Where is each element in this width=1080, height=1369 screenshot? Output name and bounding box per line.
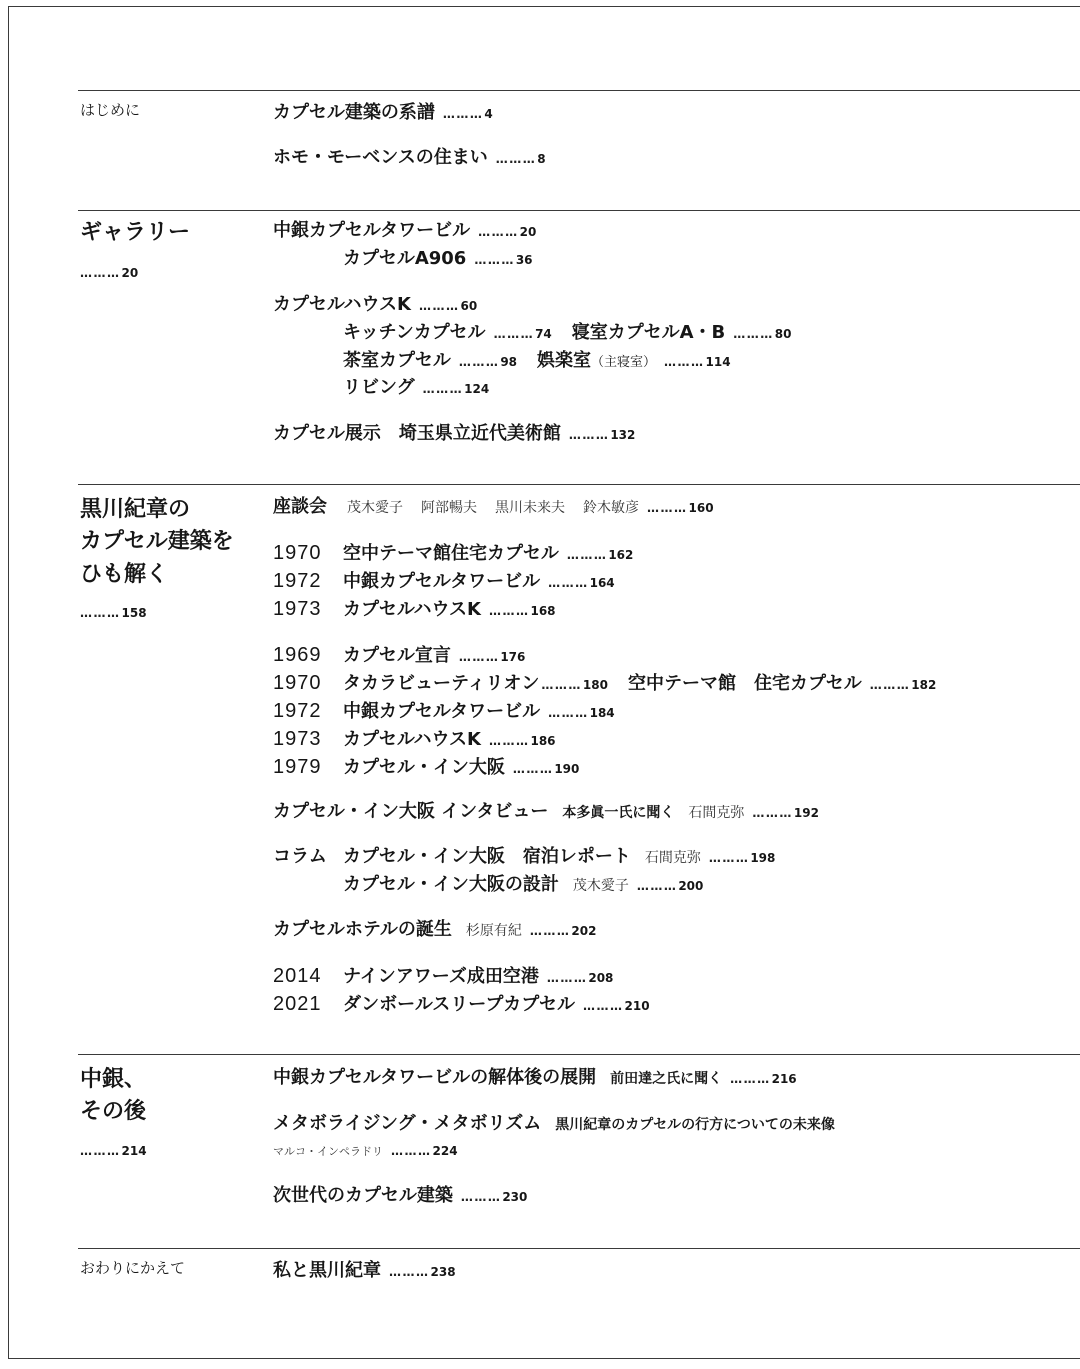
leader-dots: ……… [80, 1144, 121, 1158]
entry-subtitle: 黒川紀章のカプセルの行方についての未来像 [555, 1117, 835, 1133]
leader-dots: ……… [478, 225, 519, 239]
page-number: 198 [750, 851, 776, 865]
toc-entry-work [273, 753, 579, 781]
leader-dots: ……… [474, 253, 515, 267]
page-number: 20 [519, 225, 537, 239]
toc-entry-interview [273, 798, 819, 826]
toc-entry-work [273, 725, 556, 753]
entry-title: カプセル・イン大阪 [343, 757, 505, 778]
entry-title: リビング [343, 377, 415, 398]
entry-title: カプセル宣言 [343, 645, 451, 666]
page-number: 8 [537, 152, 546, 166]
page-number: 80 [774, 327, 792, 341]
toc-entry [273, 99, 493, 127]
entry-year: 1979 [273, 756, 322, 778]
entry-note: （主寝室） [591, 355, 657, 370]
toc-subentry [343, 245, 533, 273]
entry-title: 空中テーマ館 住宅カプセル [627, 673, 862, 694]
leader-dots: ……… [708, 851, 750, 865]
page-number: 224 [432, 1144, 458, 1158]
entry-subtitle: 前田達之氏に聞く [610, 1071, 723, 1087]
entry-title: ホモ・モーベンスの住まい [273, 147, 488, 168]
entry-year: 1970 [273, 542, 322, 564]
entry-year: 1973 [273, 728, 322, 750]
author-name: マルコ・インペラドリ [273, 1145, 383, 1158]
leader-dots: ……… [493, 327, 535, 341]
section-divider [78, 484, 1080, 485]
toc-entry-work [273, 539, 633, 567]
participant-name: 黒川未来夫 [495, 500, 565, 516]
section-label: おわりにかえて [80, 1259, 186, 1277]
section-title-line: 中銀、 [80, 1067, 147, 1092]
entry-title: タカラビューティリオン [343, 673, 540, 694]
page-number: 132 [610, 428, 636, 442]
entry-title: 中銀カプセルタワービルの解体後の展開 [273, 1067, 597, 1088]
page-number: 60 [460, 299, 478, 313]
section-page [80, 599, 147, 627]
toc-entry-work [273, 962, 613, 990]
toc-entry [273, 1257, 456, 1285]
toc-entry-work [273, 669, 936, 697]
toc-entry [273, 1182, 527, 1210]
page-number: 200 [678, 879, 704, 893]
leader-dots: ……… [529, 924, 571, 938]
page-number: 202 [571, 924, 597, 938]
entry-year: 2014 [273, 965, 322, 987]
entry-title: カプセル展示 埼玉県立近代美術館 [273, 423, 561, 444]
section-label: はじめに [80, 101, 141, 119]
frame-border-left [8, 6, 9, 1358]
entry-title: カプセルハウスK [273, 294, 411, 315]
entry-title: カプセルハウスK [343, 729, 481, 750]
leader-dots: ……… [636, 879, 678, 893]
page-number: 20 [121, 266, 139, 280]
page-number: 184 [589, 706, 615, 720]
column-label: コラム [273, 846, 327, 867]
leader-dots: ……… [647, 501, 688, 515]
toc-entry [273, 916, 596, 944]
entry-title: 中銀カプセルタワービル [343, 701, 541, 722]
entry-title: 私と黒川紀章 [273, 1260, 381, 1281]
page-number: 164 [589, 576, 615, 590]
page-number: 210 [624, 999, 650, 1013]
frame-border-top [8, 6, 1080, 7]
page-number: 230 [502, 1190, 528, 1204]
entry-title: 次世代のカプセル建築 [273, 1185, 453, 1206]
entry-title: カプセル・イン大阪の設計 [343, 874, 559, 895]
toc-subentry [343, 319, 791, 347]
leader-dots: ……… [458, 355, 500, 369]
section-title-line: 黒川紀章の [80, 497, 191, 522]
entry-title: 中銀カプセルタワービル [343, 571, 541, 592]
author-name: 杉原有紀 [465, 923, 522, 939]
page-number: 160 [688, 501, 714, 515]
page-number: 158 [121, 606, 147, 620]
page-number: 124 [464, 382, 490, 396]
section-divider [78, 210, 1080, 211]
leader-dots: ……… [548, 576, 589, 590]
toc-entry [273, 1064, 797, 1092]
toc-entry-work [273, 990, 650, 1018]
leader-dots: ……… [488, 734, 530, 748]
entry-year: 1972 [273, 570, 322, 592]
entry-subtitle: 本多眞一氏に聞く [562, 805, 675, 821]
entry-year: 1973 [273, 598, 322, 620]
author-name: 石間克弥 [688, 805, 745, 821]
leader-dots: ……… [495, 152, 537, 166]
entry-title: カプセル・イン大阪 インタビュー [273, 801, 549, 822]
toc-entry [273, 144, 546, 172]
page-number: 216 [771, 1072, 797, 1086]
participant-name: 鈴木敏彦 [583, 500, 639, 516]
page-number: 36 [515, 253, 533, 267]
entry-title: キッチンカプセル [343, 322, 486, 343]
participant-name: 阿部暢夫 [421, 500, 477, 516]
section-page [80, 1137, 147, 1165]
entry-title: カプセルホテルの誕生 [273, 919, 452, 940]
page-number: 98 [500, 355, 518, 369]
leader-dots: ……… [869, 678, 911, 692]
toc-entry-roundtable [273, 493, 714, 521]
entry-year: 1969 [273, 644, 322, 666]
leader-dots: ……… [566, 548, 608, 562]
leader-dots: ……… [541, 678, 582, 692]
leader-dots: ……… [389, 1265, 430, 1279]
page-number: 162 [608, 548, 634, 562]
leader-dots: ……… [548, 706, 589, 720]
entry-title: カプセルA906 [343, 248, 467, 269]
toc-entry [273, 1110, 835, 1138]
entry-year: 1970 [273, 672, 322, 694]
entry-title: カプセルハウスK [343, 599, 481, 620]
toc-entry [273, 420, 635, 448]
toc-entry-author [273, 1137, 458, 1165]
entry-title: 中銀カプセルタワービル [273, 220, 471, 241]
toc-subentry [343, 347, 731, 375]
leader-dots: ……… [80, 606, 121, 620]
leader-dots: ……… [80, 266, 121, 280]
page-number: 192 [793, 806, 819, 820]
toc-entry-column [343, 871, 703, 899]
entry-title: 寝室カプセルA・B [571, 322, 726, 343]
page-number: 180 [582, 678, 608, 692]
leader-dots: ……… [546, 971, 588, 985]
toc-entry-work [273, 567, 615, 595]
entry-title: 座談会 [273, 496, 327, 517]
entry-title: カプセル・イン大阪 宿泊レポート [343, 846, 631, 867]
author-name: 石間克弥 [644, 850, 701, 866]
page-number: 114 [705, 355, 731, 369]
section-page [80, 259, 138, 287]
toc-entry-work [273, 697, 615, 725]
section-title-line: ひも解く [80, 562, 169, 587]
leader-dots: ……… [418, 299, 460, 313]
page-number: 190 [554, 762, 580, 776]
page-number: 208 [588, 971, 614, 985]
leader-dots: ……… [730, 1072, 771, 1086]
page-number: 176 [500, 650, 526, 664]
page-number: 182 [911, 678, 937, 692]
leader-dots: ……… [458, 650, 500, 664]
toc-entry [273, 217, 536, 245]
leader-dots: ……… [664, 355, 705, 369]
section-divider [78, 1248, 1080, 1249]
toc-entry-column [273, 843, 775, 871]
page-number: 4 [484, 107, 493, 121]
section-divider [78, 90, 1080, 91]
entry-title: ダンボールスリープカプセル [343, 994, 576, 1015]
section-title-line: カプセル建築を [80, 529, 234, 554]
leader-dots: ……… [733, 327, 774, 341]
entry-year: 1972 [273, 700, 322, 722]
page-number: 186 [530, 734, 556, 748]
entry-title: 娯楽室 [537, 350, 592, 371]
toc-subentry [343, 374, 489, 402]
leader-dots: ……… [422, 382, 464, 396]
leader-dots: ……… [568, 428, 610, 442]
frame-border-bottom [8, 1358, 1080, 1359]
section-divider [78, 1054, 1080, 1055]
page-number: 74 [535, 327, 552, 341]
author-name: 茂木愛子 [572, 878, 629, 894]
section-title-line: その後 [80, 1099, 147, 1124]
toc-entry-work [273, 595, 556, 623]
toc-entry-work [273, 641, 525, 669]
entry-title: 空中テーマ館住宅カプセル [343, 543, 559, 564]
leader-dots: ……… [460, 1190, 502, 1204]
leader-dots: ……… [512, 762, 554, 776]
page-number: 214 [121, 1144, 147, 1158]
entry-year: 2021 [273, 993, 322, 1015]
leader-dots: ……… [583, 999, 624, 1013]
toc-entry [273, 291, 477, 319]
section-title: ギャラリー [80, 220, 191, 245]
page-number: 168 [530, 604, 556, 618]
leader-dots: ……… [442, 107, 484, 121]
entry-title: カプセル建築の系譜 [273, 102, 435, 123]
leader-dots: ……… [391, 1144, 432, 1158]
entry-title: 茶室カプセル [343, 350, 451, 371]
entry-title: ナインアワーズ成田空港 [343, 966, 539, 987]
leader-dots: ……… [752, 806, 793, 820]
page-number: 238 [430, 1265, 456, 1279]
participant-name: 茂木愛子 [347, 500, 403, 516]
entry-title: メタボライジング・メタボリズム [273, 1113, 542, 1134]
leader-dots: ……… [488, 604, 530, 618]
